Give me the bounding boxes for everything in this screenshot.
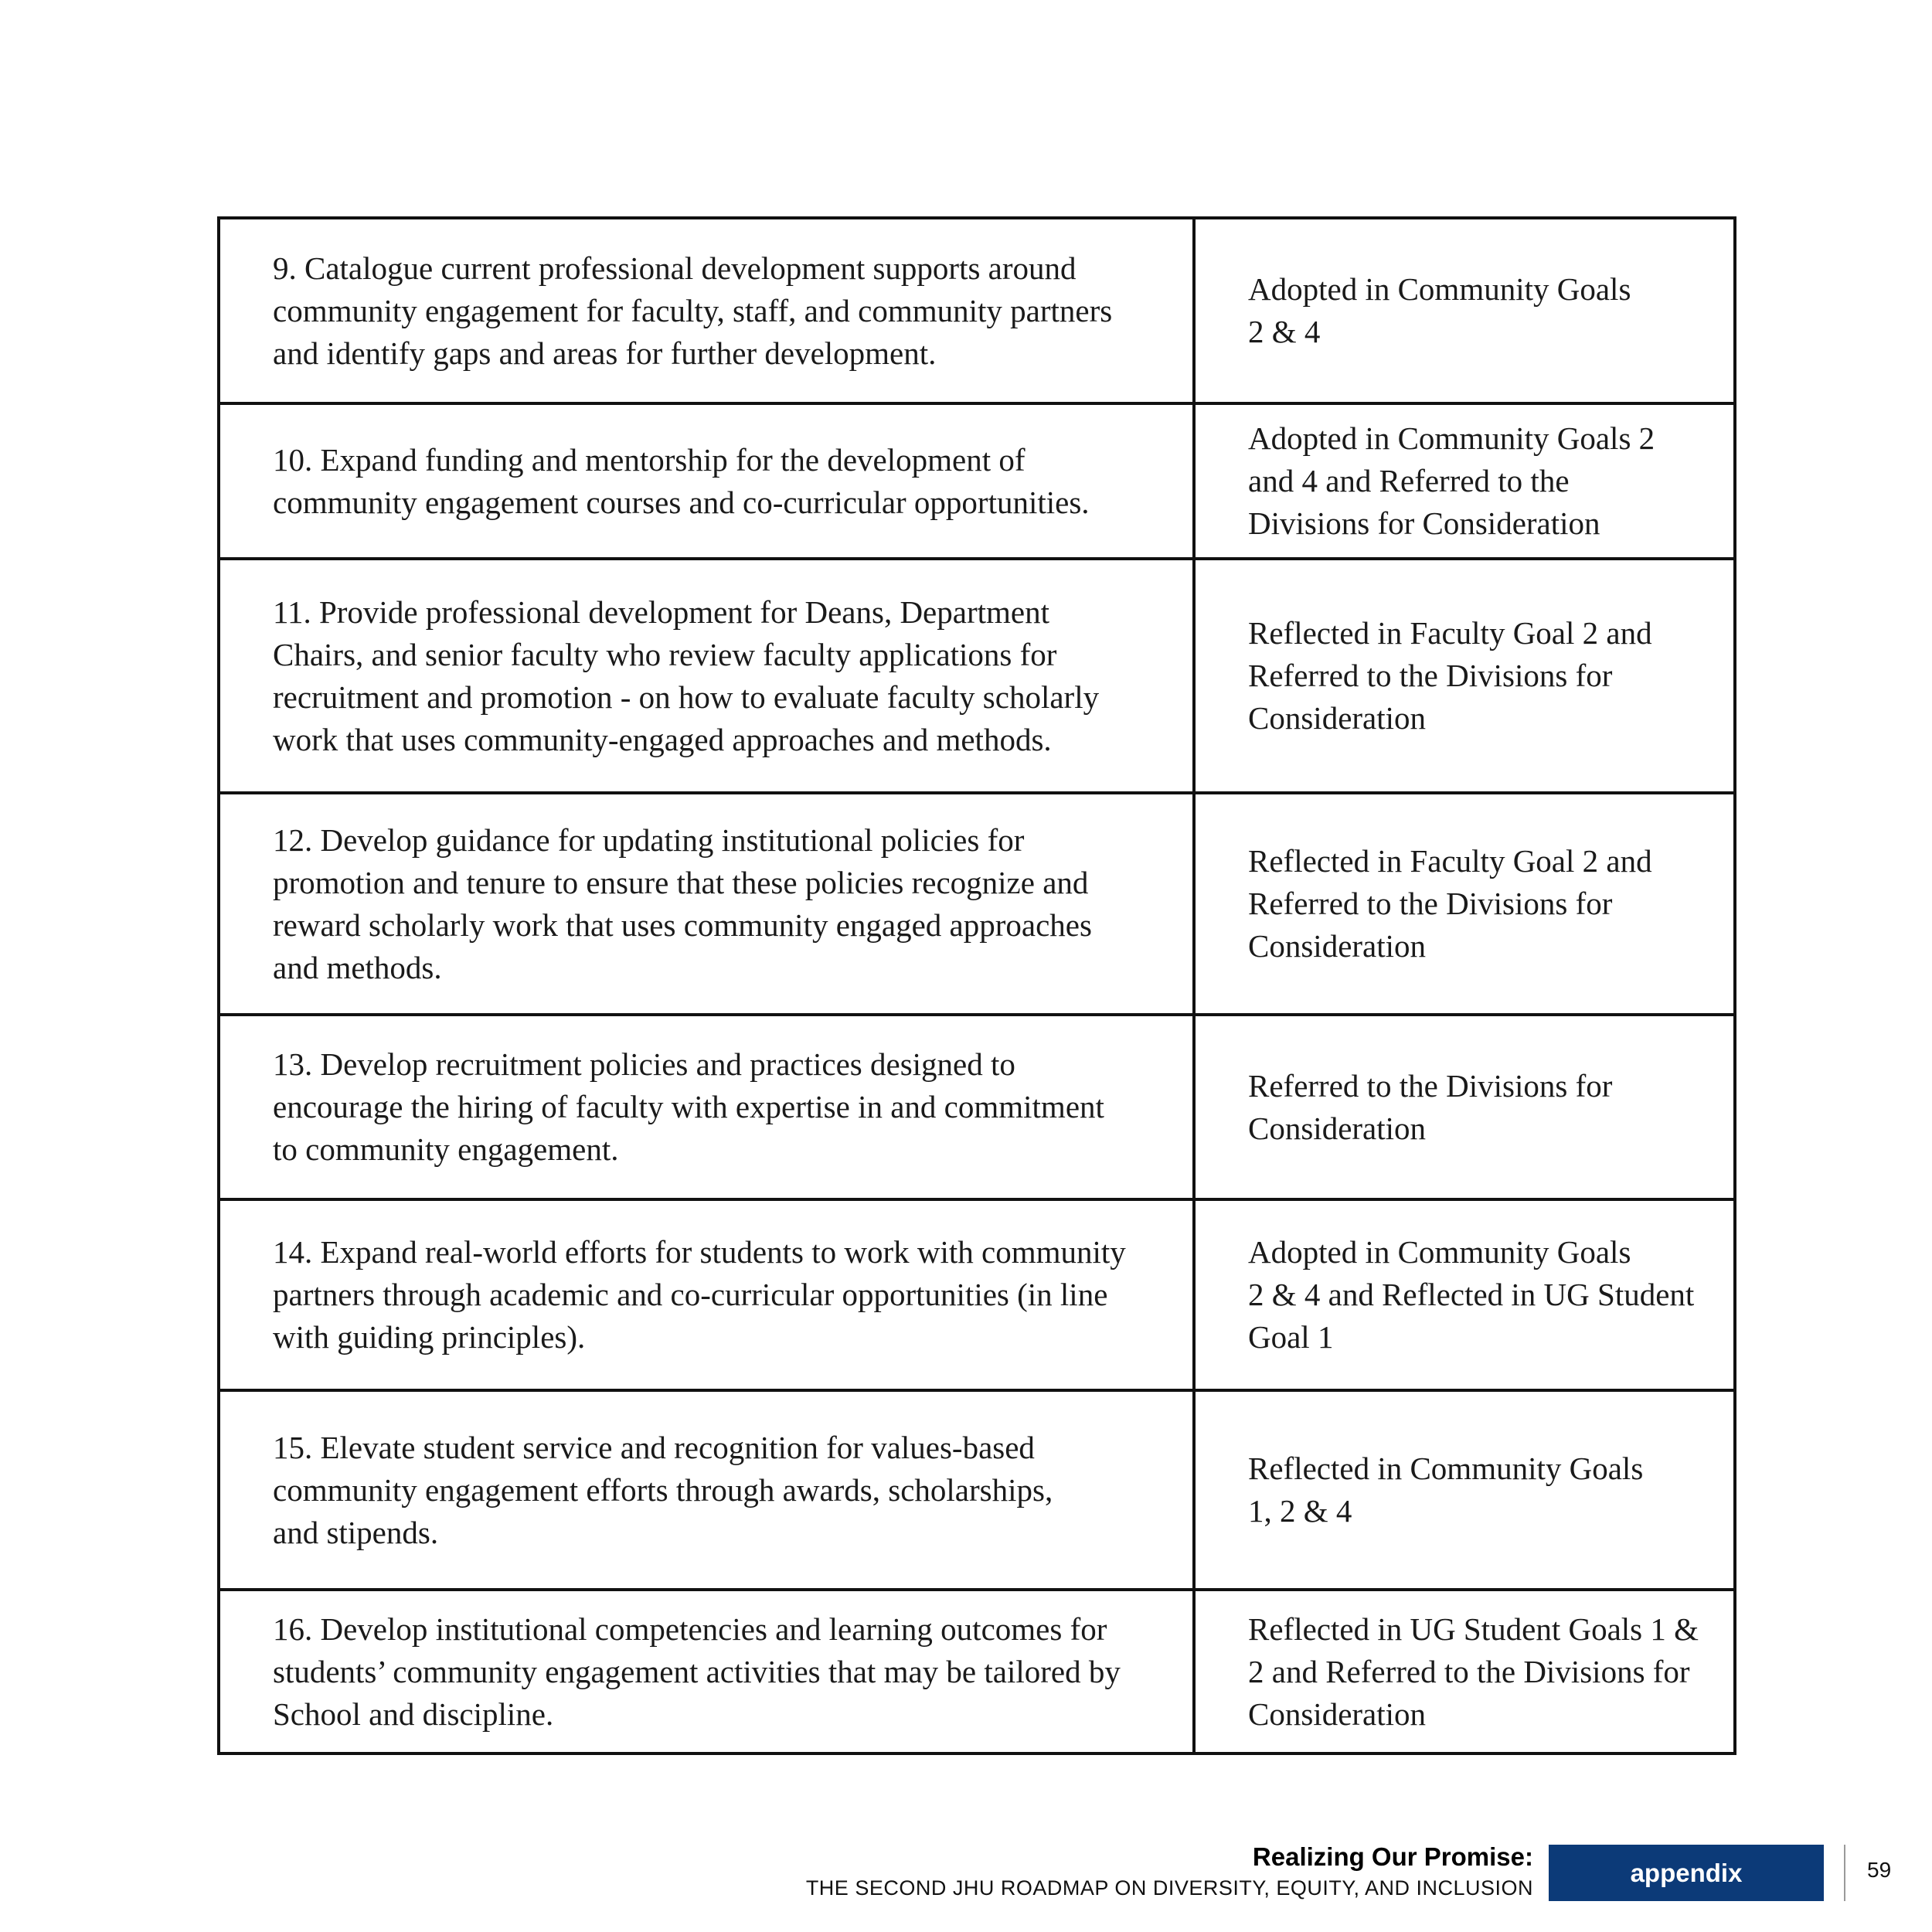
- status-text: Reflected in Faculty Goal 2 and Referred to the Divisions for Consideration: [1248, 615, 1652, 736]
- recommendation-text: 9. Catalogue current professional development supports around community engagement for faculty, staff, and community partners and identify gaps and areas for further development.: [273, 250, 1113, 371]
- recommendation-cell: [219, 403, 1194, 559]
- recommendation-cell: [219, 559, 1194, 793]
- recommendation-text: 16. Develop institutional competencies and learning outcomes for students’ community engagement activities that may be tailored by School and discipline.: [273, 1611, 1121, 1732]
- recommendation-text: 13. Develop recruitment policies and practices designed to encourage the hiring of faculty with expertise in and commitment to community engagement.: [273, 1046, 1104, 1167]
- status-cell: [1194, 1015, 1735, 1199]
- status-cell: [1194, 559, 1735, 793]
- recommendation-text: 15. Elevate student service and recognition for values-based community engagement efforts through awards, scholarships, and stipends.: [273, 1429, 1053, 1550]
- footer-report-title: Realizing Our Promise:: [1252, 1842, 1533, 1871]
- recommendation-cell: [219, 1590, 1194, 1753]
- status-text: Referred to the Divisions for Consideration: [1248, 1067, 1613, 1146]
- footer-divider: [1844, 1845, 1845, 1901]
- recommendation-cell: [219, 1390, 1194, 1590]
- status-cell: [1194, 218, 1735, 403]
- recommendation-cell: [219, 218, 1194, 403]
- section-tab-appendix: appendix: [1549, 1845, 1824, 1901]
- table-row: [219, 403, 1735, 559]
- status-text: Adopted in Community Goals 2 & 4 and Reflected in UG Student Goal 1: [1248, 1234, 1695, 1355]
- table-row: [219, 1390, 1735, 1590]
- recommendation-cell: [219, 793, 1194, 1015]
- status-text: Reflected in Faculty Goal 2 and Referred to the Divisions for Consideration: [1248, 843, 1652, 964]
- footer-report-subtitle: THE SECOND JHU ROADMAP ON DIVERSITY, EQUITY, AND INCLUSION: [805, 1876, 1533, 1900]
- recommendation-text: 14. Expand real-world efforts for students to work with community partners through academic and co-curricular opportunities (in line with guiding principles).: [273, 1234, 1126, 1355]
- page-number: 59: [1867, 1858, 1892, 1882]
- recommendation-text: 11. Provide professional development for Deans, Department Chairs, and senior faculty who review faculty applications for recruitment and promotion - on how to evaluate faculty scholarly work that uses community-engaged approaches and methods.: [273, 594, 1100, 757]
- status-text: Reflected in Community Goals 1, 2 & 4: [1248, 1451, 1644, 1529]
- recommendation-text: 12. Develop guidance for updating institutional policies for promotion and tenure to ensure that these policies recognize and reward scholarly work that uses community engaged approaches and methods.: [273, 821, 1092, 985]
- recommendation-text: 10. Expand funding and mentorship for the development of community engagement courses and co-curricular opportunities.: [273, 441, 1090, 520]
- status-cell: [1194, 403, 1735, 559]
- status-text: Adopted in Community Goals 2 and 4 and Referred to the Divisions for Consideration: [1248, 420, 1655, 541]
- status-text: Adopted in Community Goals 2 & 4: [1248, 271, 1631, 349]
- recommendations-table: [217, 216, 1736, 1755]
- table-row: [219, 559, 1735, 793]
- status-cell: [1194, 793, 1735, 1015]
- table-row: [219, 218, 1735, 403]
- table-row: [219, 793, 1735, 1015]
- recommendation-cell: [219, 1015, 1194, 1199]
- table-row: [219, 1015, 1735, 1199]
- status-cell: [1194, 1590, 1735, 1753]
- table-row: [219, 1199, 1735, 1390]
- status-cell: [1194, 1199, 1735, 1390]
- status-text: Reflected in UG Student Goals 1 & 2 and Referred to the Divisions for Consideration: [1248, 1611, 1699, 1732]
- recommendation-cell: [219, 1199, 1194, 1390]
- table-row: [219, 1590, 1735, 1753]
- status-cell: [1194, 1390, 1735, 1590]
